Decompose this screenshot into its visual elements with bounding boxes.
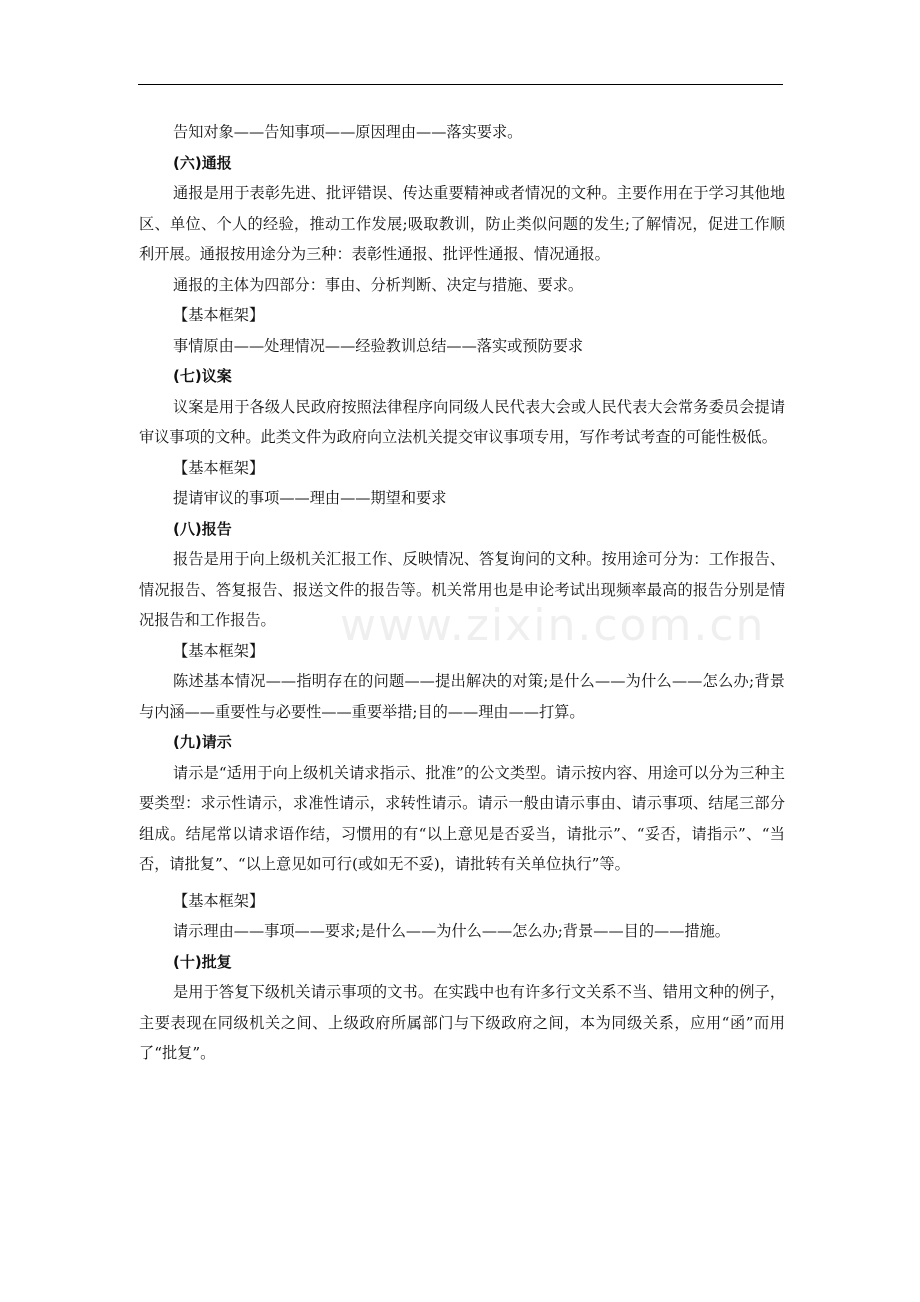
section-heading: (十)批复 bbox=[173, 952, 232, 971]
body-paragraph: 告知对象——告知事项——原因理由——落实要求。 bbox=[173, 123, 523, 141]
body-paragraph: 是用于答复下级机关请示事项的文书。在实践中也有许多行文关系不当、错用文种的例子，主要表现在同级机关之间、上级政府所属部门与下级政府之间，本为同级关系，应用“函”而用了“批复”。 bbox=[139, 983, 785, 1062]
body-paragraph: 请示理由——事项——要求;是什么——为什么——怎么办;背景——目的——措施。 bbox=[173, 922, 730, 940]
section-heading: (八)报告 bbox=[173, 519, 232, 538]
body-paragraph: 议案是用于各级人民政府按照法律程序向同级人民代表大会或人民代表大会常务委员会提请审议事项的文种。此类文件为政府向立法机关提交审议事项专用，写作考试考查的可能性极低。 bbox=[139, 397, 785, 446]
body-paragraph: 【基本框架】 bbox=[173, 891, 265, 910]
body-paragraph: 通报的主体为四部分：事由、分析判断、决定与措施、要求。 bbox=[173, 275, 584, 294]
body-paragraph: 提请审议的事项——理由——期望和要求 bbox=[173, 489, 447, 507]
section-heading: (六)通报 bbox=[173, 153, 232, 172]
body-paragraph: 事情原由——处理情况——经验教训总结——落实或预防要求 bbox=[173, 336, 584, 355]
header-rule bbox=[138, 84, 783, 85]
body-paragraph: 报告是用于向上级机关汇报工作、反映情况、答复询问的文种。按用途可分为：工作报告、情况报告、答复报告、报送文件的报告等。机关常用也是申论考试出现频率最高的报告分别是情况报告和工作报告。 bbox=[139, 550, 785, 629]
document-body bbox=[139, 117, 785, 1069]
body-paragraph: 请示是“适用于向上级机关请求指示、批准”的公文类型。请示按内容、用途可以分为三种主要类型：求示性请示，求准性请示，求转性请示。请示一般由请示事由、请示事项、结尾三部分组成。结尾常以请求语作结，习惯用的有“以上意见是否妥当，请批示”、“妥否，请指示”、“当否，请批复”、“以上意见如可行(或如无不妥)，请批转有关单位执行”等。 bbox=[139, 763, 785, 873]
body-paragraph: 陈述基本情况——指明存在的问题——提出解决的对策;是什么——为什么——怎么办;背景与内涵——重要性与必要性——重要举措;目的——理由——打算。 bbox=[139, 672, 785, 721]
body-paragraph: 通报是用于表彰先进、批评错误、传达重要精神或者情况的文种。主要作用在于学习其他地区、单位、个人的经验，推动工作发展;吸取教训，防止类似问题的发生;了解情况，促进工作顺利开展。通报按用途分为三种：表彰性通报、批评性通报、情况通报。 bbox=[139, 184, 785, 263]
watermark: www.zixin.com.cn bbox=[340, 600, 766, 651]
body-paragraph: 【基本框架】 bbox=[173, 458, 265, 477]
section-heading: (七)议案 bbox=[173, 367, 232, 385]
section-heading: (九)请示 bbox=[173, 733, 232, 751]
body-paragraph: 【基本框架】 bbox=[173, 306, 265, 324]
body-paragraph: 【基本框架】 bbox=[173, 641, 265, 660]
